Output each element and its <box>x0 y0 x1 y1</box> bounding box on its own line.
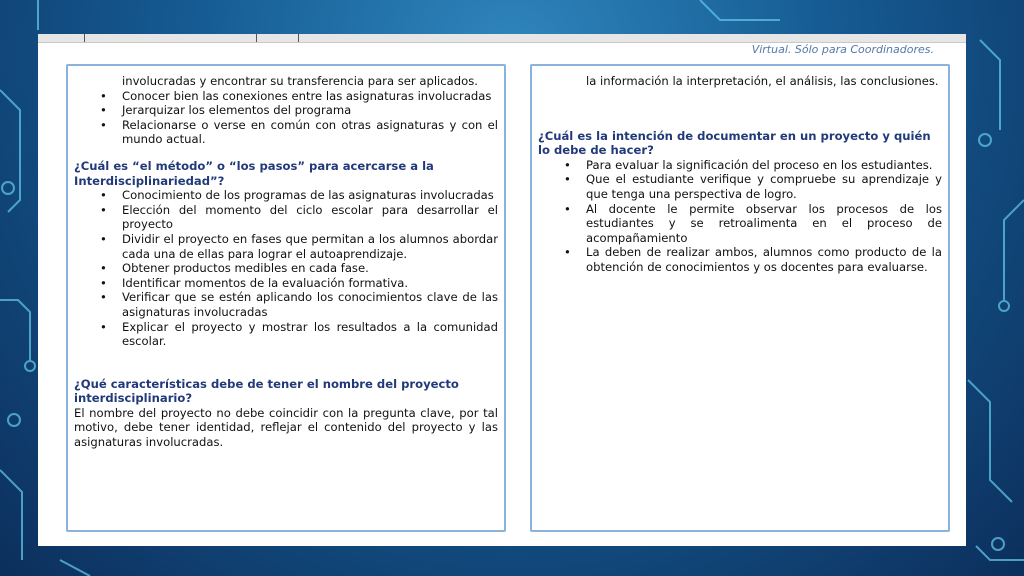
bullet-icon: • <box>564 157 571 172</box>
bullet-icon: • <box>100 231 107 246</box>
list-item: • Explicar el proyecto y mostrar los resultados a la comunidad escolar. <box>100 319 498 349</box>
bullet-icon: • <box>564 172 571 187</box>
list-item: • Que el estudiante verifique y compruebe su aprendizaje y que tenga una perspectiva de logro. <box>564 172 942 201</box>
document-top-edge <box>38 34 966 43</box>
bullet-icon: • <box>100 103 107 118</box>
list-item: • Verificar que se estén aplicando los conocimientos clave de las asignaturas involucradas <box>100 290 498 319</box>
bullet-icon: • <box>100 202 107 217</box>
list-item: • Al docente le permite observar los procesos de los estudiantes y se retroalimenta en el proceso de acompañamiento <box>564 201 942 245</box>
continued-item: involucradas y encontrar su transferencia para ser aplicados. <box>122 74 478 88</box>
document-image <box>38 34 966 546</box>
list-item: • Elección del momento del ciclo escolar para desarrollar el proyecto <box>100 202 498 232</box>
left-column <box>66 64 506 532</box>
bullet-icon: • <box>564 245 571 260</box>
bullet-icon: • <box>564 201 571 216</box>
continued-text: la información la interpretación, el análisis, las conclusiones. <box>586 74 939 88</box>
question-doc-heading: ¿Cuál es la intención de documentar en un proyecto y quién lo debe de hacer? <box>538 128 931 158</box>
bullet-icon: • <box>100 275 107 290</box>
bullet-icon: • <box>100 261 107 276</box>
list-item: • La deben de realizar ambos, alumnos como producto de la obtención de conocimientos y os docentes para evaluarse. <box>564 245 942 274</box>
list-item: • Jerarquizar los elementos del programa <box>100 103 352 118</box>
list-item: • Obtener productos medibles en cada fase. <box>100 261 369 276</box>
right-column <box>530 64 950 532</box>
question-method-heading: ¿Cuál es “el método” o “los pasos” para acercarse a la Interdisciplinariedad”? <box>74 158 434 188</box>
list-item: • Dividir el proyecto en fases que permitan a los alumnos abordar cada una de ellas para lograr el autoaprendizaje. <box>100 231 498 261</box>
question-name-heading: ¿Qué características debe de tener el nombre del proyecto interdisciplinario? <box>74 376 459 406</box>
list-item: • Relacionarse o verse en común con otras asignaturas y con el mundo actual. <box>100 117 498 147</box>
header-note: Virtual. Sólo para Coordinadores. <box>751 43 934 56</box>
bullet-icon: • <box>100 319 107 334</box>
list-item: • Para evaluar la significación del proceso en los estudiantes. <box>564 157 933 172</box>
list-item: • Identificar momentos de la evaluación formativa. <box>100 275 409 290</box>
bullet-icon: • <box>100 188 107 203</box>
bullet-icon: • <box>100 88 107 103</box>
bullet-icon: • <box>100 117 107 132</box>
list-item: • Conocimiento de los programas de las asignaturas involucradas <box>100 188 494 203</box>
list-item: • Conocer bien las conexiones entre las asignaturas involucradas <box>100 88 492 103</box>
bullet-icon: • <box>100 290 107 305</box>
answer-name-paragraph: El nombre del proyecto no debe coincidir con la pregunta clave, por tal motivo, debe tener identidad, reflejar el contenido del proyecto y las asignaturas involucradas. <box>74 405 498 450</box>
